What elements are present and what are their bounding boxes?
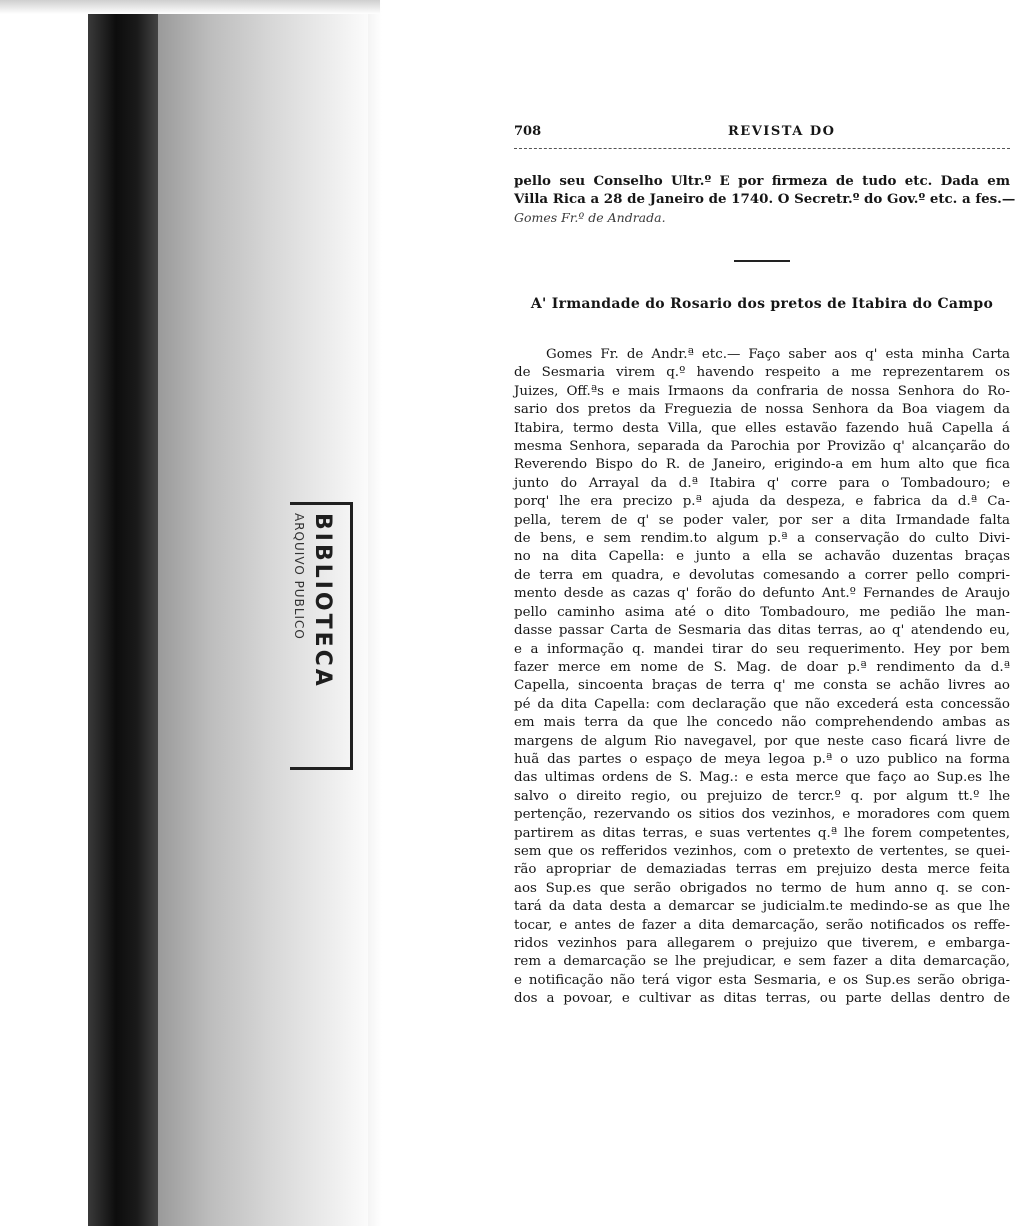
text-line: tará da data desta a demarcar se judicialm.te medindo-se as que lhe: [514, 899, 1010, 915]
text-line: de bens, e sem rendim.to algum p.ª a conservação do culto Divi-: [514, 531, 1010, 547]
text-line: margens de algum Rio navegavel, por que neste caso ficará livre de: [514, 733, 1010, 749]
section-title: A' Irmandade do Rosario dos pretos de Itabira do Campo: [530, 296, 994, 312]
text-line: dasse passar Carta de Sesmaria das ditas terras, ao q' atendendo eu,: [514, 623, 1010, 639]
text-line: mesma Senhora, separada da Parochia por Provizão q' alcançarão do: [514, 439, 1010, 455]
text-line: de terra em quadra, e devolutas comesando a correr pello compri-: [514, 567, 1010, 583]
document-body: [514, 346, 1010, 1009]
text-line: rão apropriar de demaziadas terras em prejuizo desta merce feita: [514, 862, 1010, 878]
previous-document-ending: [514, 172, 1016, 227]
text-line: pé da dita Capella: com declaração que não excederá esta concessão: [514, 696, 1010, 712]
text-line: pella, terem de q' se poder valer, por ser a dita Irmandade falta: [514, 512, 1010, 528]
text-line: rem a demarcação se lhe prejudicar, e sem fazer a dita demarcação,: [514, 954, 1010, 970]
page-number: 708: [514, 124, 542, 139]
text-line: Capella, sincoenta braças de terra q' me consta se achão livres ao: [514, 678, 1010, 694]
text-line: das ultimas ordens de S. Mag.: e esta merce que faço ao Sup.es lhe: [514, 770, 1010, 786]
text-line: junto do Arrayal da d.ª Itabira q' corre para o Tombadouro; e: [514, 475, 1010, 491]
text-line: sem que os refferidos vezinhos, com o pretexto de vertentes, se quei-: [514, 843, 1010, 859]
running-head: REVISTA DO: [728, 124, 836, 139]
text-line: e a informação q. mandei tirar do seu requerimento. Hey por bem: [514, 641, 1010, 657]
text-line: fazer merce em nome de S. Mag. de doar p.ª rendimento da d.ª: [514, 659, 1010, 675]
page-edge: [368, 0, 382, 1226]
text-line: tocar, e antes de fazer a dita demarcação, serão notificados os reffe-: [514, 917, 1010, 933]
book-binding: [88, 0, 158, 1226]
text-line: Villa Rica a 28 de Janeiro de 1740. O Secretr.º do Gov.º etc. a fes.—: [514, 191, 1016, 208]
scan-top-shadow: [0, 0, 380, 14]
text-line: partirem as ditas terras, e suas vertentes q.ª lhe forem competentes,: [514, 825, 1010, 841]
text-line: pello seu Conselho Ultr.º E por firmeza de tudo etc. Dada em: [514, 173, 1010, 189]
text-line: ridos vezinhos para allegarem o prejuizo que tiverem, e embarga-: [514, 936, 1010, 951]
text-line: no na dita Capella: e junto a ella se achavão duzentas braças: [514, 549, 1010, 565]
text-line: mento desde as cazas q' forão do defunto Ant.º Fernandes de Araujo: [514, 586, 1010, 602]
signature-line: Gomes Fr.º de Andrada.: [514, 209, 666, 225]
text-line: Gomes Fr. de Andr.ª etc.— Faço saber aos q' esta minha Carta: [546, 347, 1010, 362]
text-line: e notificação não terá vigor esta Sesmaria, e os Sup.es serão obriga-: [514, 972, 1010, 988]
header-rule: [514, 148, 1010, 150]
text-line: de Sesmaria virem q.º havendo respeito a me reprezentarem os: [514, 365, 1010, 381]
text-line: Reverendo Bispo do R. de Janeiro, erigindo-a em hum alto que fica: [514, 457, 1010, 473]
text-line: sario dos pretos da Freguezia de nossa Senhora da Boa viagem da: [514, 402, 1010, 418]
section-divider: [734, 260, 790, 262]
text-line: salvo o direito regio, ou prejuizo de tercr.º q. por algum tt.º lhe: [514, 788, 1010, 804]
text-line: pertenção, rezervando os sitios dos vezinhos, e moradores com quem: [514, 807, 1010, 823]
text-line: Itabira, termo desta Villa, que elles estavão fazendo huã Capella á: [514, 420, 1010, 436]
text-line: huã das partes o espaço de meya legoa p.ª o uzo publico na forma: [514, 751, 1010, 767]
text-line: pello caminho asima até o dito Tombadouro, me pedião lhe man-: [514, 604, 1010, 620]
text-line: aos Sup.es que serão obrigados no termo de hum anno q. se con-: [514, 880, 1010, 896]
text-line: porq' lhe era precizo p.ª ajuda da despeza, e fabrica da d.ª Ca-: [514, 494, 1010, 510]
library-stamp-subtitle: ARQUIVO PUBLICO: [292, 513, 306, 640]
text-line: dos a povoar, e cultivar as ditas terras, ou parte dellas dentro de: [514, 991, 1010, 1007]
page-header: [514, 124, 992, 142]
book-page: [514, 124, 1016, 1007]
text-line: Juizes, Off.ªs e mais Irmaons da confraria de nossa Senhora do Ro-: [514, 383, 1010, 399]
text-line: em mais terra da que lhe concedo não comprehendendo ambas as: [514, 715, 1010, 731]
library-stamp-label: BIBLIOTECA: [310, 513, 335, 689]
library-stamp: [290, 502, 353, 770]
